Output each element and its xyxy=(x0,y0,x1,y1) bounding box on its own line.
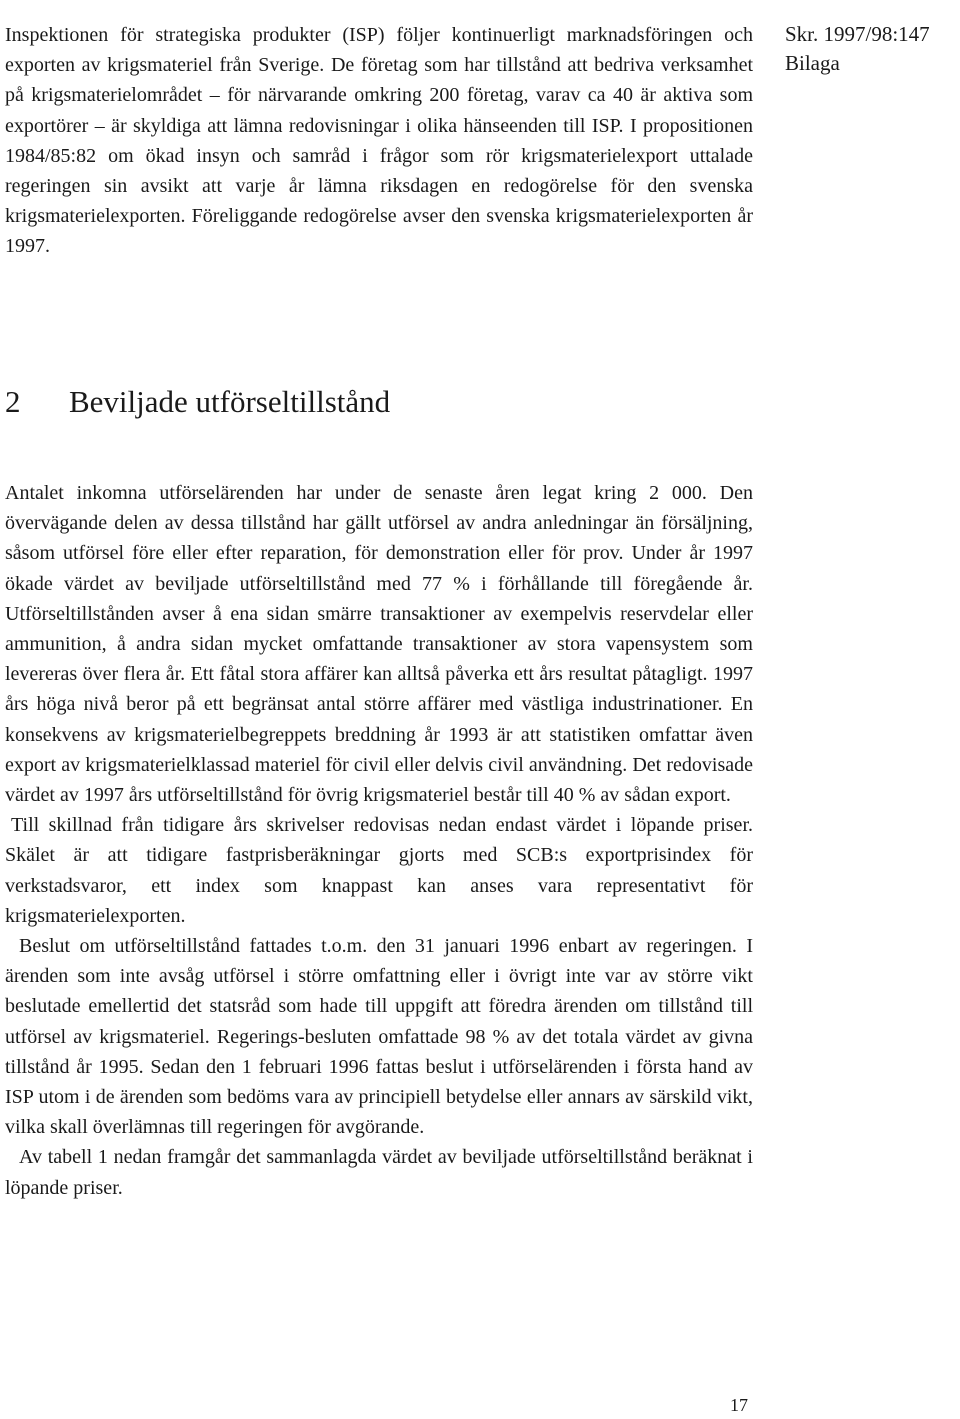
section-number: 2 xyxy=(5,384,21,419)
body-paragraph: Till skillnad från tidigare års skrivelser redovisas nedan endast värdet i löpande priser. Skälet är att tidigare fastprisberäkningar gjorts med SCB:s exportprisindex för verkstadsvaror, ett index som knappast kan anses vara representativt för krigsmaterielexporten. xyxy=(5,814,753,927)
page-number: 17 xyxy=(730,1395,748,1415)
document-reference-number: Skr. 1997/98:147 xyxy=(785,22,930,46)
intro-section xyxy=(5,20,753,262)
document-reference xyxy=(785,20,955,78)
body-paragraph: Antalet inkomna utförselärenden har under de senaste åren legat kring 2 000. Den övervägande delen av dessa tillstånd har gällt utförsel av andra anledningar än försäljning, såsom utförsel före eller efter reparation, för demonstration eller för prov. Under år 1997 ökade värdet av beviljade utförseltillstånd med 77 % i förhållande till föregående år. Utförseltillstånden avser å ena sidan smärre transaktioner av exempelvis reservdelar eller ammunition, å andra sidan mycket omfattande transaktioner av stora vapensystem som levereras över flera år. Ett fåtal stora affärer kan alltså påverka ett års resultat påtagligt. 1997 års höga nivå beror på ett begränsat antal större affärer med västliga industrinationer. En konsekvens av krigsmaterielbegreppets breddning år 1993 är att statistiken omfattar även export av krigsmaterielklassad materiel för civil eller delvis civil användning. Det redovisade värdet av 1997 års utförseltillstånd för övrig krigsmateriel består till 40 % av sådan export. xyxy=(5,482,753,807)
section-body xyxy=(5,478,753,1203)
body-paragraph: Av tabell 1 nedan framgår det sammanlagda värdet av beviljade utförseltillstånd beräknat i löpande priser. xyxy=(5,1146,753,1199)
section-title: Beviljade utförseltillstånd xyxy=(69,384,391,419)
section-heading xyxy=(5,380,390,424)
intro-paragraph: Inspektionen för strategiska produkter (ISP) följer kontinuerligt marknadsföringen och exporten av krigsmateriel från Sverige. De företag som har tillstånd att bedriva verksamhet på krigsmaterielområdet – för närvarande omkring 200 företag, varav ca 40 är aktiva som exportörer – är skyldiga att lämna redovisningar i olika hänseenden till ISP. I propositionen 1984/85:82 om ökad insyn och samråd i frågor som rör krigsmaterielexport uttalade regeringen sin avsikt att varje år lämna riksdagen en redogörelse för den svenska krigsmaterielexporten. Föreliggande redogörelse avser den svenska krigsmaterielexporten år 1997. xyxy=(5,24,753,258)
body-paragraph: Beslut om utförseltillstånd fattades t.o.m. den 31 januari 1996 enbart av regeringen. I ärenden som inte avsåg utförsel i större omfattning eller i övrigt inte var av större vikt beslutade emellertid det statsråd som hade till uppgift att föredra ärenden om tillstånd till utförsel av krigsmateriel. Regerings-besluten omfattade 98 % av det totala värdet av givna tillstånd år 1995. Sedan den 1 februari 1996 fattas beslut i utförselärenden i första hand av ISP utom i de ärenden som bedöms vara av principiell betydelse eller annars av särskild vikt, vilka skall överlämnas till regeringen för avgörande. xyxy=(5,935,753,1139)
document-reference-label: Bilaga xyxy=(785,51,840,75)
